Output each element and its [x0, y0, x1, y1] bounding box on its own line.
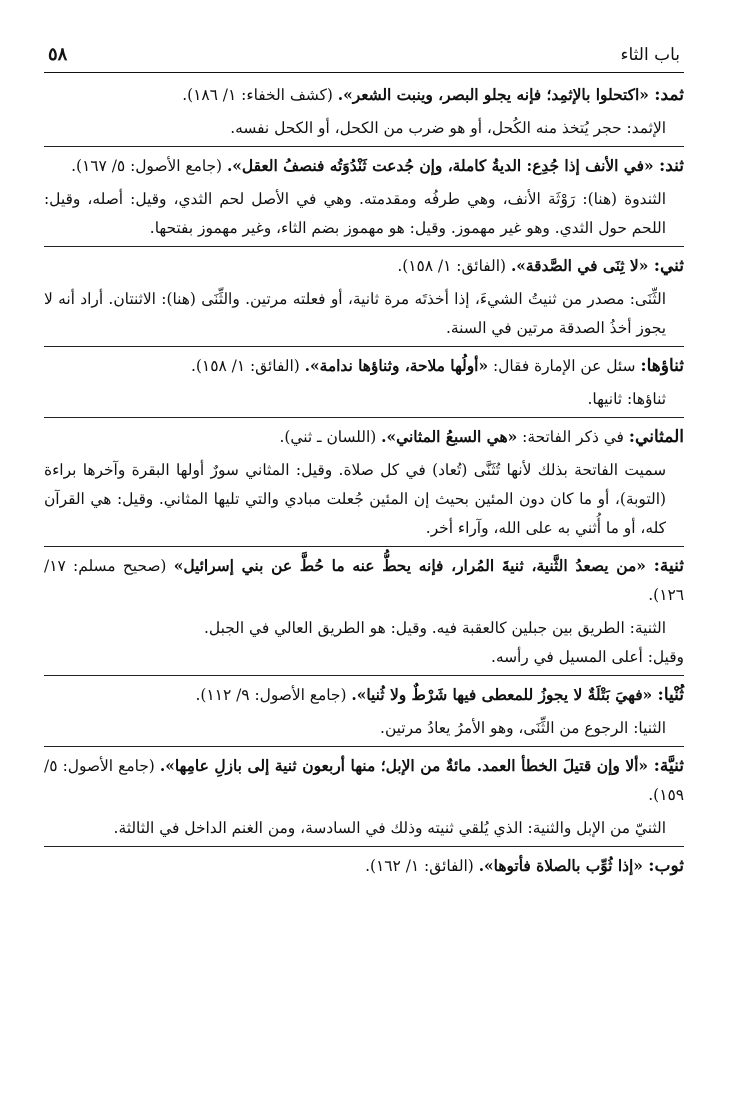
entry-heading: [44, 252, 684, 285]
entry-divider: [44, 146, 684, 147]
page-header: [44, 44, 684, 73]
entry-heading: [44, 752, 684, 814]
source-citation: (كشف الخفاء: ١/ ١٨٦).: [182, 86, 338, 104]
entry-explanation: الثنية: الطريق بين جبلين كالعقبة فيه. وقيل: هو الطريق العالي في الجبل.: [204, 619, 666, 637]
entry-divider: [44, 846, 684, 847]
dictionary-body: [44, 73, 684, 885]
headword: ثمد:: [654, 85, 684, 105]
entry: [44, 152, 684, 243]
entry: [44, 423, 684, 543]
source-citation: (الفائق: ١/ ١٦٢).: [365, 857, 479, 875]
source-citation: (الفائق: ١/ ١٥٨).: [397, 257, 511, 275]
hadith-quote: «في الأنف إذا جُدِع: الديةُ كاملة، وإن جُدعت ثَنْدُوَتُه فنصفُ العقل».: [226, 157, 659, 175]
headword: ثنيَّة:: [653, 756, 684, 776]
entry-heading: [44, 681, 684, 714]
source-citation: (صحيح مسلم: ١٧/ ١٢٦).: [44, 557, 684, 604]
entry-explanation: الثِّنَى: مصدر من ثنيتُ الشيءَ، إذا أخذتَه مرة ثانية، أو فعلته مرتين. والثِّنَى (هنا): الاثنتان. أراد أنه لا يجوز أخذُ الصدقة مرتين في السنة.: [44, 290, 666, 337]
entry-divider: [44, 746, 684, 747]
headword: ثُنْيا:: [657, 685, 684, 705]
headword: ثناؤها:: [640, 356, 684, 376]
page-number: ٥٨: [48, 44, 68, 65]
entry-heading: [44, 352, 684, 385]
hadith-quote: «اكتحلوا بالإثمِد؛ فإنه يجلو البصر، وينبت الشعر».: [337, 86, 655, 104]
entry-divider: [44, 346, 684, 347]
hadith-quote: «أولُها ملاحة، وثناؤها ندامة».: [304, 357, 489, 375]
headword: ثوب:: [648, 856, 684, 876]
source-citation: (جامع الأصول: ٥/ ١٦٧).: [71, 157, 227, 175]
source-citation: (جامع الأصول: ٥/ ١٥٩).: [44, 757, 684, 804]
entry: [44, 352, 684, 414]
hadith-quote: «فهيَ بَتْلَةٌ لا يجوزُ للمعطى فيها شَرْطٌ ولا ثُنيا».: [351, 686, 658, 704]
entry-heading: [44, 552, 684, 614]
entry-explanation: وقيل: أعلى المسيل في رأسه.: [490, 648, 684, 666]
hadith-quote: «إذا ثُوِّب بالصلاة فأتوها».: [478, 857, 649, 875]
headword: ثنية:: [653, 556, 684, 576]
entry-context: في ذكر الفاتحة:: [517, 428, 629, 446]
source-citation: (جامع الأصول: ٩/ ١١٢).: [195, 686, 352, 704]
entry-divider: [44, 246, 684, 247]
entry: [44, 552, 684, 672]
entry: [44, 681, 684, 743]
hadith-quote: «هي السبعُ المثاني».: [381, 428, 518, 446]
entry-context: سئل عن الإمارة فقال:: [488, 357, 641, 375]
entry: [44, 752, 684, 843]
headword: ثني:: [653, 256, 684, 276]
entry-heading: [44, 423, 684, 456]
source-citation: (اللسان ـ ثني).: [279, 428, 382, 446]
headword: المثاني:: [628, 427, 684, 447]
chapter-title: باب الثاء: [620, 45, 680, 65]
entry-divider: [44, 675, 684, 676]
source-citation: (الفائق: ١/ ١٥٨).: [191, 357, 305, 375]
hadith-quote: «لا ثِنَى في الصَّدقة».: [510, 257, 654, 275]
entry-heading: [44, 152, 684, 185]
entry-explanation: سميت الفاتحة بذلك لأنها تُثَنَّى (تُعاد) في كل صلاة. وقيل: المثاني سورٌ أولها البقرة وآخرها براءة (التوبة)، أو ما كان دون المئين بحيث إن المئين جُعلت مبادي والتي تليها المثاني. وقيل: هي القرآن كله، أو ما أُثني به على الله، وآراء أخر.: [44, 461, 666, 537]
entry-explanation: الثنيا: الرجوع من الثِّنَى، وهو الأمرُ يعادُ مرتين.: [380, 719, 666, 737]
headword: ثند:: [658, 156, 684, 176]
entry-explanation: الإثمد: حجر يُتخذ منه الكُحل، أو هو ضرب من الكحل، أو الكحل نفسه.: [230, 119, 666, 137]
entry-divider: [44, 546, 684, 547]
entry-heading: [44, 81, 684, 114]
entry: [44, 252, 684, 343]
hadith-quote: «من يصعدُ الثَّنية، ثنيةَ المُرار، فإنه يحطُّ عنه ما حُطَّ عن بني إسرائيل»: [173, 557, 654, 575]
entry: [44, 81, 684, 143]
entry-explanation: الثنيّ من الإبل والثنية: الذي يُلقي ثنيته وذلك في السادسة، ومن الغنم الداخل في الثالثة.: [113, 819, 666, 837]
document-page: [44, 44, 684, 885]
entry-divider: [44, 417, 684, 418]
entry-explanation: الثندوة (هنا): رَوْثَة الأنف، وهي طرفُه ومقدمته. وهي في الأصل لحم الثدي، وقيل: أصله، وقيل: اللحم حول الثدي. وهو غير مهموز. وقيل: هو مهموز بضم الثاء، وغير مهموز بفتحها.: [44, 190, 666, 237]
hadith-quote: «ألا وإن قتيلَ الخطأ العمد. مائةٌ من الإبل؛ منها أربعون ثنية إلى بازلِ عامِها».: [159, 757, 654, 775]
entry-heading: [44, 852, 684, 885]
entry-explanation: ثناؤها: ثانيها.: [587, 390, 666, 408]
entry: [44, 852, 684, 885]
